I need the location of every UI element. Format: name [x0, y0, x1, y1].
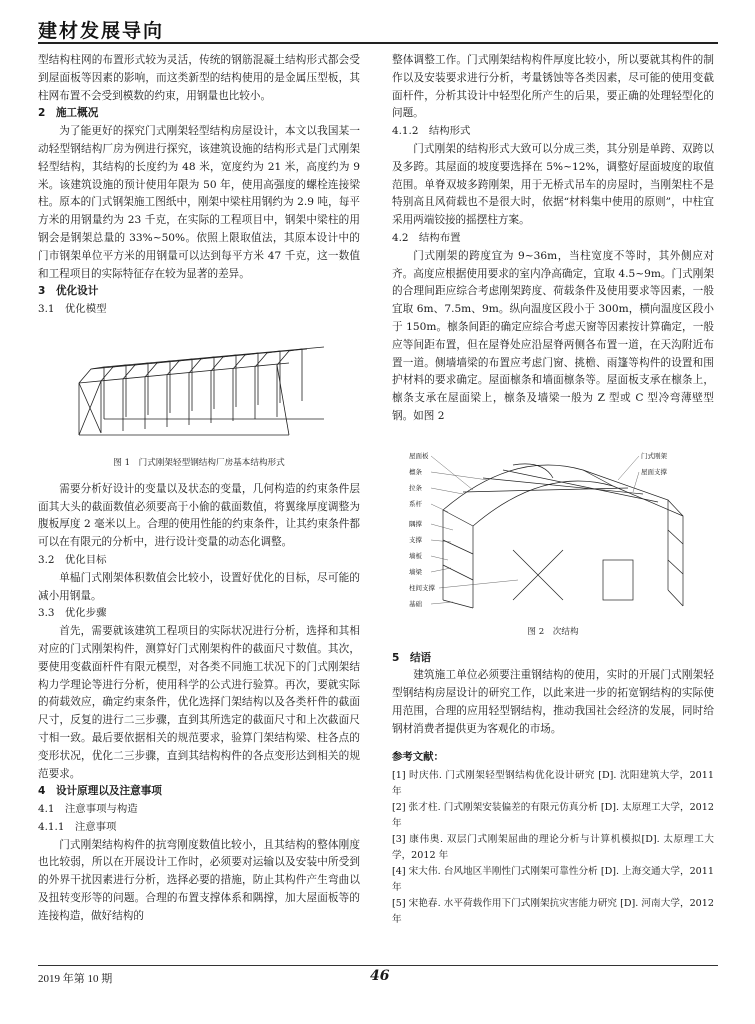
section-4-1-1-heading: 4.1.1 注意事项 [38, 820, 117, 833]
figure-1-caption: 图 1 门式刚架轻型钢结构厂房基本结构形式 [113, 457, 285, 468]
right-column [392, 52, 714, 928]
reference-item: [2] 张才柱. 门式刚架安装偏差的有限元仿真分析 [D]. 太原理工大学，2012 年 [392, 802, 714, 830]
section-3-3-text: 首先，需要就该建筑工程项目的实际状况进行分析，选择和其相对应的门式刚架构件，测算好门式刚架构件的截面尺寸数值。其次，要使用变截面杆件有限元模型，对各类不同施工状况下的门式刚架结构力学理论等进行分析，使用科学的公式进行验算。再次，要就实际的荷载效应，确定约束条件，优化选择门架结构以及各类杆件的截面尺寸，反复的进行二三步骤，直到其所选定的截面尺寸和上次截面尺寸相一致。最后要依据相关的规范要求，验算门架结构梁、柱各点的变形状况，优化二三步骤，直到其结构构件的各点变形达到相关的规范要求。 [38, 625, 360, 780]
intro-paragraph: 型结构柱网的布置形式较为灵活，传统的钢筋混凝土结构形式都会受到屋面板等因素的影响，而这类新型的结构使用的是金属压型板，其柱网布置不会受到模数的约束，用钢量也比较小。 [38, 54, 360, 102]
page-number: 46 [370, 968, 390, 984]
section-4-2-text: 门式刚架的跨度宜为 9~36m，当柱宽度不等时，其外侧应对齐。高度应根据使用要求的室内净高确定，宜取 4.5~9m。门式刚架的合理间距应综合考虑刚架跨度、荷载条件及使用要求等因素，一般宜取 6m、7.5m、9m。纵向温度区段小于 300m，横向温度区段小于 150m。檩条间距的确定应综合考虑天窗等因素按计算确定，一般应等间距布置，但在屋脊处应沿屋脊两侧各布置一道，在天沟附近布置一道。侧墙墙梁的布置应考虑门窗、挑檐、雨篷等构件的设置和围护材料的要求确定。屋面檩条和墙面檩条等。屋面板支承在檩条上，檩条支承在屋面梁上，檩条及墙梁一般为 Z 型或 C 型冷弯薄壁型钢。如图 2 [392, 249, 714, 422]
section-2-heading: 2 施工概况 [38, 107, 99, 120]
fig2-label: 檩条 [409, 468, 422, 476]
figure-2-caption: 图 2 次结构 [527, 626, 579, 637]
section-4-1-1-text: 门式刚架结构构件的抗弯刚度数值比较小，且其结构的整体刚度也比较弱，所以在开展设计工作时，必须要对运输以及安装中所受到的外界干扰因素进行分析，选择必要的措施，防止其构件产生弯曲以及扭转变形等的问题。合理的布置支撑体系和隅撑，加大屋面板等的连接构造，做好结构的 [38, 838, 360, 922]
issue-label: 2019 年第 10 期 [38, 973, 113, 985]
fig2-label: 墙梁 [409, 568, 422, 576]
section-4-1-heading: 4.1 注意事项与构造 [38, 803, 138, 816]
fig2-label: 门式刚架 [641, 452, 667, 460]
section-3-1-heading: 3.1 优化模型 [38, 303, 107, 316]
reference-item: [1] 时庆伟. 门式刚架轻型钢结构优化设计研究 [D]. 沈阳建筑大学，2011 年 [392, 770, 714, 798]
page-header [38, 10, 718, 42]
section-3-1-text: 需要分析好设计的变量以及状态的变量，几何构造的约束条件层面其大头的截面数值必须要高于小偷的截面数值，将翼缘厚度调整为腹板厚度 2 毫米以上。合理的使用性能的约束条件，让其约束条件都可以在有限元的分析中，进行设计变量的动态化调整。 [38, 482, 360, 549]
fig2-label: 柱间支撑 [409, 584, 435, 592]
section-4-heading: 4 设计原理以及注意事项 [38, 785, 162, 798]
figure-1 [38, 323, 360, 473]
section-3-2-text: 单榀门式刚架体积数值会比较小，设置好优化的目标，尽可能的减小用钢量。 [38, 571, 360, 602]
secondary-structure-drawing [403, 430, 703, 620]
fig2-label: 隅撑 [409, 520, 422, 528]
fig2-label: 拉条 [409, 484, 422, 492]
section-3-2-heading: 3.2 优化目标 [38, 553, 107, 566]
section-4-1-2-text: 门式刚架的结构形式大致可以分成三类，其分别是单跨、双跨以及多跨。其屋面的坡度要选择在 5%~12%，调整好屋面坡度的取值范围。单脊双坡多跨刚架，用于无桥式吊车的房屋时，当刚架柱不是特别高且风荷载也不是很大时，依据“材料集中使用的原则”，中柱宜采用两端铰接的摇摆柱方案。 [392, 142, 714, 227]
section-2-text: 为了能更好的探究门式刚架轻型结构房屋设计，本文以我国某一动轻型钢结构厂房为例进行探究，该建筑设施的结构形式是门式刚架轻型结构，其结构的长度约为 48 米，宽度约为 21 米，高度约为 9 米。该建筑设施的预计使用年限为 50 年，使用高强度的螺栓连接梁柱。原本的门式钢架施工图纸中，刚架中梁柱用钢约为 2.9 吨，每平方米的用钢量约为 23 千克，在实际的工程项目中，钢架中梁柱的用钢会是钢架总量的 33%~50%。依照上限取值法，其原本设计中的门市钢架单位平方米的用钢量可以达到每平方米 47 千克，这一数值和工程项目的实际特征存在较为显著的差异。 [38, 125, 360, 280]
section-5-text: 建筑施工单位必须要注重钢结构的使用，实时的开展门式刚架轻型钢结构房屋设计的研究工作，以此来进一步的拓宽钢结构的实际使用范围，合理的应用轻型钢结构，推动我国社会经济的发展，同时给钢材消费者提供更为客观化的市场。 [392, 669, 714, 735]
references-title: 参考文献： [392, 750, 444, 763]
reference-item: [4] 宋大伟. 台风地区半刚性门式刚架可靠性分析 [D]. 上海交通大学，2011 年 [392, 866, 714, 894]
fig2-label: 基础 [409, 600, 422, 608]
reference-item: [5] 宋艳春. 水平荷载作用下门式刚架抗灾害能力研究 [D]. 河南大学，2012 年 [392, 898, 714, 926]
section-5-heading: 5 结语 [392, 651, 432, 664]
section-3-3-heading: 3.3 优化步骤 [38, 607, 107, 620]
fig2-label: 屋面板 [409, 452, 429, 460]
section-4-1-2-heading: 4.1.2 结构形式 [392, 125, 471, 138]
journal-title: 建材发展导向 [38, 20, 165, 42]
fig2-label: 系杆 [409, 500, 422, 508]
section-3-heading: 3 优化设计 [38, 285, 99, 298]
fig2-label: 支撑 [409, 536, 422, 544]
fig2-label: 墙板 [409, 552, 422, 560]
continued-paragraph: 整体调整工作。门式刚架结构构件厚度比较小，所以要就其构件的制作以及安装要求进行分析，考量锈蚀等各类因素，尽可能的使用变截面杆件，分析其设计中轻型化所产生的后果，要正确的处理轻型化的问题。 [392, 54, 714, 120]
header-rule [38, 42, 718, 44]
frame-structure-drawing [49, 323, 349, 451]
footer-rule [38, 965, 718, 966]
figure-2 [392, 430, 714, 642]
reference-item: [3] 康伟奥. 双层门式刚架屈曲的理论分析与计算机模拟[D]. 太原理工大学，2012 年 [392, 834, 714, 862]
section-4-2-heading: 4.2 结构布置 [392, 231, 461, 244]
fig2-label: 屋面支撑 [641, 468, 667, 476]
left-column [38, 52, 360, 926]
